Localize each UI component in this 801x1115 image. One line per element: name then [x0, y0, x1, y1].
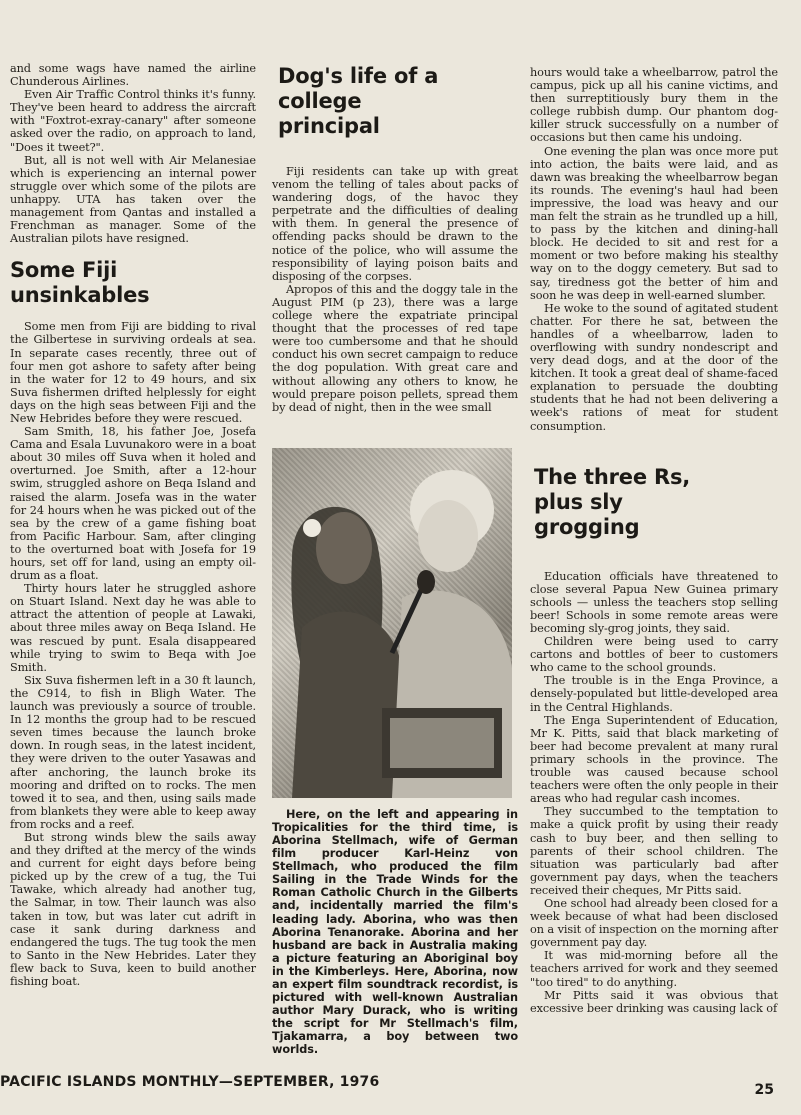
article-heading-fiji-unsinkables: Some Fiji unsinkables: [10, 258, 150, 308]
body-paragraph: Even Air Traffic Control thinks it's funny. They've been heard to address the aircraft with "Foxtrot-exray-canary" after someone asked over the radio, on approach to land, "Does it tweet?".: [10, 88, 256, 154]
body-paragraph: The Enga Superintendent of Education, Mr K. Pitts, said that black marketing of beer had become prevalent at many rural primary schools in the province. The trouble was caused because school teachers were often the only people in their areas who had regular cash incomes.: [530, 713, 778, 806]
article-heading-three-rs: The three Rs, plus sly grogging: [534, 464, 691, 539]
photo-illustration: [272, 448, 512, 798]
body-paragraph: Mr Pitts said it was obvious that excessive beer drinking was causing lack of: [530, 988, 778, 1015]
body-paragraph: It was mid-morning before all the teachers arrived for work and they seemed "too tired" to do anything.: [530, 949, 778, 989]
article-heading-dogs-life: Dog's life of a college principal: [278, 64, 439, 138]
publication-footer: PACIFIC ISLANDS MONTHLY—SEPTEMBER, 1976: [0, 1074, 380, 1090]
photo-aborina-and-mary-durack: [272, 448, 512, 798]
body-paragraph: He woke to the sound of agitated student chatter. For there he sat, between the handles of a wheelbarrow, laden to overflowing with sundry nondescript and very dead dogs, and at the door of the kitchen. It took a great deal of shame-faced explanation to persuade the doubting students that he had not been delivering a week's rations of meat for student consumption.: [530, 301, 778, 433]
body-paragraph: But strong winds blew the sails away and they drifted at the mercy of the winds and current for eight days before being picked up by the crew of a tug, the Tui Tawake, which already had another tug, the Salmar, in tow. Their launch was also taken in tow, but was later cut adrift in case it sank during darkness and endangered the tugs. The tug took the men to Santo in the New Hebrides. Later they flew back to Suva, keen to build another fishing boat.: [10, 830, 256, 988]
body-paragraph: Children were being used to carry cartons and bottles of beer to customers who came to the school grounds.: [530, 635, 778, 675]
photo-caption: Here, on the left and appearing in Tropicalities for the third time, is Aborina Stellmach, wife of German film producer Karl-Heinz von Stellmach, who produced the film Sailing in the Trade Winds for the Roman Catholic Church in the Gilberts and, incidentally married the film's leading lady. Aborina, who was then Aborina Tenanorake. Aborina and her husband are back in Australia making a picture featuring an Aboriginal boy in the Kimberleys. Here, Aborina, now an expert film soundtrack recordist, is pictured with well-known Australian author Mary Durack, who is writing the script for Mr Stellmach's film, Tjakamarra, a boy between two worlds.: [272, 807, 518, 1057]
body-paragraph: The trouble is in the Enga Province, a densely-populated but little-developed area in the Central Highlands.: [530, 674, 778, 714]
column-left: [10, 62, 256, 988]
body-paragraph: hours would take a wheelbarrow, patrol the campus, pick up all his canine victims, and then surreptitiously bury them in the college rubbish dump. Our phantom dog-killer struck successfully on a number of occasions but then came his undoing.: [530, 66, 778, 145]
body-paragraph: Sam Smith, 18, his father Joe, Josefa Cama and Esala Luvunakoro were in a boat about 30 miles off Suva when it holed and overturned. Joe Smith, after a 12-hour swim, struggled ashore on Beqa Island and raised the alarm. Josefa was in the water for 24 hours when he was picked out of the sea by the crew of a game fishing boat from Pacific Harbour. Sam, after clinging to the overturned boat with Josefa for 19 hours, set off for land, using an empty oil-drum as a float.: [10, 425, 256, 583]
body-paragraph: One evening the plan was once more put into action, the baits were laid, and as dawn was breaking the wheelbarrow began its rounds. The evening's haul had been impressive, the load was heavy and our man felt the strain as he trundled up a hill, to pass by the kitchen and dining-hall block. He decided to sit and rest for a moment or two before making his stealthy way on to the doggy cemetery. But sad to say, tiredness got the better of him and soon he was deep in well-earned slumber.: [530, 144, 778, 302]
body-paragraph: But, all is not well with Air Melanesiae which is experiencing an internal power struggle over which some of the pilots are unhappy. UTA has taken over the management from Qantas and installed a Frenchman as manager. Some of the Australian pilots have resigned.: [10, 153, 256, 246]
body-paragraph: Some men from Fiji are bidding to rival the Gilbertese in surviving ordeals at sea. In separate cases recently, three out of four men got ashore to safety after being in the water for 12 to 49 hours, and six Suva fishermen drifted helplessly for eight days on the high seas between Fiji and the New Hebrides before they were rescued.: [10, 320, 256, 425]
body-paragraph: Six Suva fishermen left in a 30 ft launch, the C914, to fish in Bligh Water. The launch was previously a source of trouble. In 12 months the group had to be rescued seven times because the launch broke down. In rough seas, in the latest incident, they were driven to the outer Yasawas and after anchoring, the launch broke its mooring and drifted on to rocks. The men towed it to sea, and then, using sails made from blankets they were able to keep away from rocks and a reef.: [10, 673, 256, 831]
body-paragraph: Thirty hours later he struggled ashore on Stuart Island. Next day he was able to attract the attention of people at Lawaki, about three miles away on Beqa Island. He was rescued by punt. Esala disappeared while trying to swim to Beqa with Joe Smith.: [10, 582, 256, 674]
column-middle: [272, 62, 518, 1057]
body-paragraph: One school had already been closed for a week because of what had been disclosed on a visit of inspection on the morning after government pay day.: [530, 896, 778, 950]
body-paragraph: Apropos of this and the doggy tale in the August PIM (p 23), there was a large college where the expatriate principal thought that the processes of red tape were too cumbersome and that he should conduct his own secret campaign to reduce the dog population. With great care and without allowing any others to know, he would prepare poison pellets, spread them by dead of night, then in the wee small: [272, 282, 518, 414]
body-paragraph: Fiji residents can take up with great venom the telling of tales about packs of wandering dogs, of the havoc they perpetrate and the difficulties of dealing with them. In general the presence of offending packs should be drawn to the notice of the police, who will assume the responsibility of laying poison baits and disposing of the corpses.: [272, 165, 518, 283]
body-paragraph: and some wags have named the airline Chunderous Airlines.: [10, 62, 256, 89]
column-right: [530, 66, 778, 1015]
body-paragraph: Education officials have threatened to close several Papua New Guinea primary schools — unless the teachers stop selling beer! Schools in some remote areas were becoming sly-grog joints, they said.: [530, 569, 778, 635]
page-number: 25: [754, 1082, 774, 1098]
body-paragraph: They succumbed to the temptation to make a quick profit by using their ready cash to buy beer, and then selling to parents of their school children. The situation was particularly bad after government pay days, when the teachers received their cheques, Mr Pitts said.: [530, 805, 778, 897]
